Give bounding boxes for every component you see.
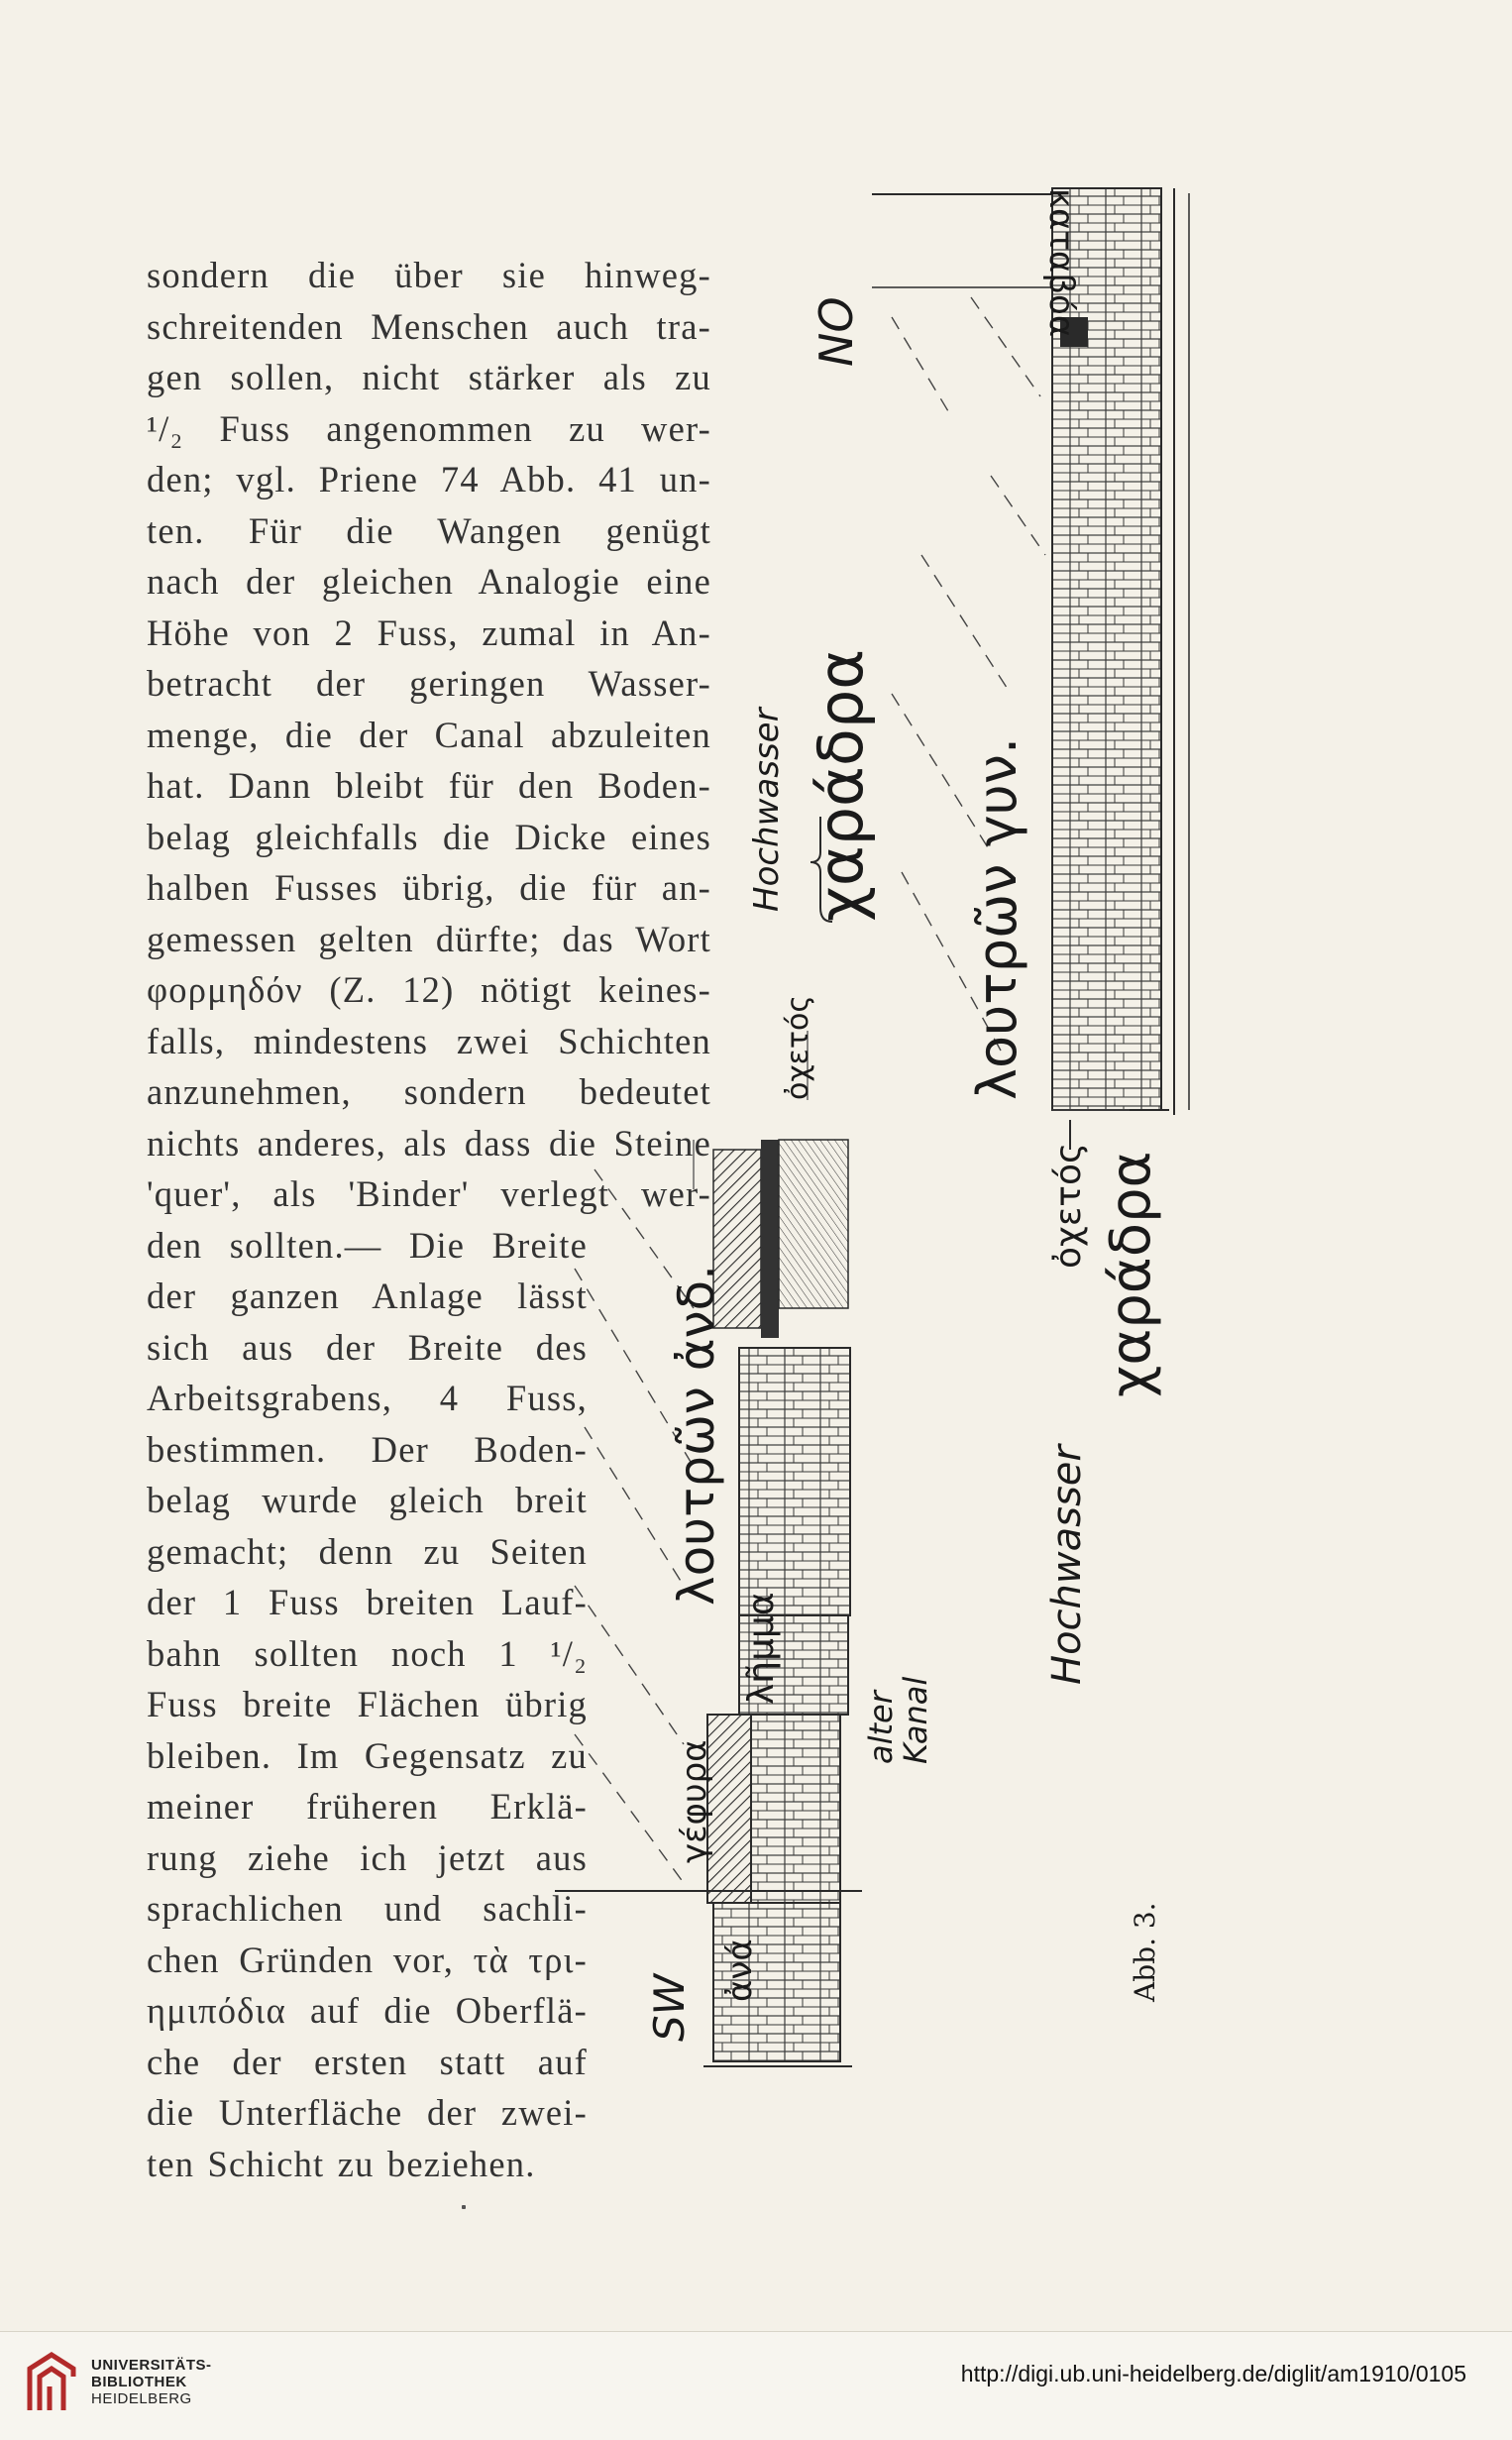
text-line: schreitenden Menschen auch tra-: [147, 305, 711, 347]
text-line: Fuss breite Flächen übrig: [147, 1684, 588, 1724]
right-wall: [872, 188, 1189, 1115]
label-ochetos-1: ὀχετός: [781, 995, 815, 1100]
text-line: chen Gründen vor, τὰ τρι-: [147, 1939, 588, 1980]
source-url-link[interactable]: http://digi.ub.uni-heidelberg.de/diglit/am1910/0105: [960, 2361, 1466, 2386]
text-line: hat. Dann bleibt für den Boden-: [147, 765, 711, 806]
library-name: [91, 2357, 212, 2407]
text-line: che der ersten statt auf: [147, 2041, 588, 2082]
label-loutron-and: λουτρῶν ἀνδ.: [668, 1264, 725, 1606]
text-line: der ganzen Anlage lässt: [147, 1275, 588, 1316]
text-line: die Unterfläche der zwei-: [147, 2092, 588, 2133]
text-line: menge, die der Canal abzuleiten: [147, 714, 711, 755]
label-ana: ἀνά: [720, 1939, 760, 2002]
text-line: nach der gleichen Analogie eine: [147, 561, 711, 602]
label-alter: alter: [862, 1691, 900, 1764]
text-line: falls, mindestens zwei Schichten: [147, 1020, 711, 1061]
text-line: 'quer', als 'Binder' verlegt wer-: [147, 1173, 711, 1214]
library-logo-icon: [22, 2349, 81, 2418]
label-hochwasser-1: Hochwasser: [747, 708, 787, 912]
text-line: betracht der geringen Wasser-: [147, 663, 711, 704]
text-line: den sollten.— Die Breite: [147, 1224, 588, 1266]
label-kataboa: καταβόα: [1041, 188, 1081, 338]
label-no: NO: [810, 296, 863, 367]
text-line: φορμηδόν (Z. 12) nötigt keines-: [147, 969, 711, 1010]
text-line: sich aus der Breite des: [147, 1326, 588, 1368]
text-line: belag wurde gleich breit: [147, 1480, 588, 1520]
label-hochwasser-2: Hochwasser: [1044, 1445, 1090, 1685]
label-charadra-2: χαράδρα: [1099, 1151, 1163, 1397]
text-line: ten Schicht zu beziehen.: [147, 2143, 536, 2184]
text-line: bahn sollten noch 1 ¹/₂: [147, 1632, 588, 1674]
text-line: ten. Für die Wangen genügt: [147, 509, 711, 551]
text-line: sondern die über sie hinweg-: [147, 255, 711, 295]
library-line-2: BIBLIOTHEK: [91, 2374, 187, 2390]
text-line: Höhe von 2 Fuss, zumal in An-: [147, 611, 711, 653]
text-line: Arbeitsgrabens, 4 Fuss,: [147, 1378, 588, 1418]
text-line: anzunehmen, sondern bedeutet: [147, 1071, 711, 1112]
text-line: halben Fusses übrig, die für an-: [147, 867, 711, 908]
figure-caption: Abb. 3.: [1129, 1902, 1161, 2002]
text-line: bestimmen. Der Boden-: [147, 1428, 588, 1470]
library-line-1: UNIVERSITÄTS-: [91, 2357, 212, 2374]
library-line-3: HEIDELBERG: [91, 2390, 192, 2407]
text-line: gemessen gelten dürfte; das Wort: [147, 918, 711, 959]
label-ochetos-2: ὀχετός: [1048, 1142, 1089, 1269]
text-line: belag gleichfalls die Dicke eines: [147, 816, 711, 857]
text-line: gen sollen, nicht stärker als zu: [147, 357, 711, 397]
text-line: ημιπόδια auf die Oberflä-: [147, 1990, 588, 2031]
label-gefyra: γέφυρα: [675, 1739, 714, 1863]
text-line: rung ziehe ich jetzt aus: [147, 1836, 588, 1878]
text-line: den; vgl. Priene 74 Abb. 41 un-: [147, 459, 711, 499]
label-sw: SW: [645, 1973, 694, 2042]
text-line: gemacht; denn zu Seiten: [147, 1530, 588, 1572]
label-loutron-gyn: λουτρῶν γυν.: [966, 736, 1028, 1100]
label-lemma: λῆμμα: [741, 1592, 782, 1705]
text-line: der 1 Fuss breiten Lauf-: [147, 1582, 588, 1622]
label-charadra-1: χαράδρα: [805, 648, 877, 922]
text-line: ¹/₂ Fuss angenommen zu wer-: [147, 407, 711, 449]
text-line: bleiben. Im Gegensatz zu: [147, 1734, 588, 1776]
text-line: meiner früheren Erklä-: [147, 1786, 588, 1827]
label-kanal: Kanal: [897, 1676, 934, 1764]
text-line: nichts anderes, als dass die Steine: [147, 1122, 711, 1164]
text-line: sprachlichen und sachli-: [147, 1888, 588, 1929]
print-mark: [462, 2205, 466, 2209]
